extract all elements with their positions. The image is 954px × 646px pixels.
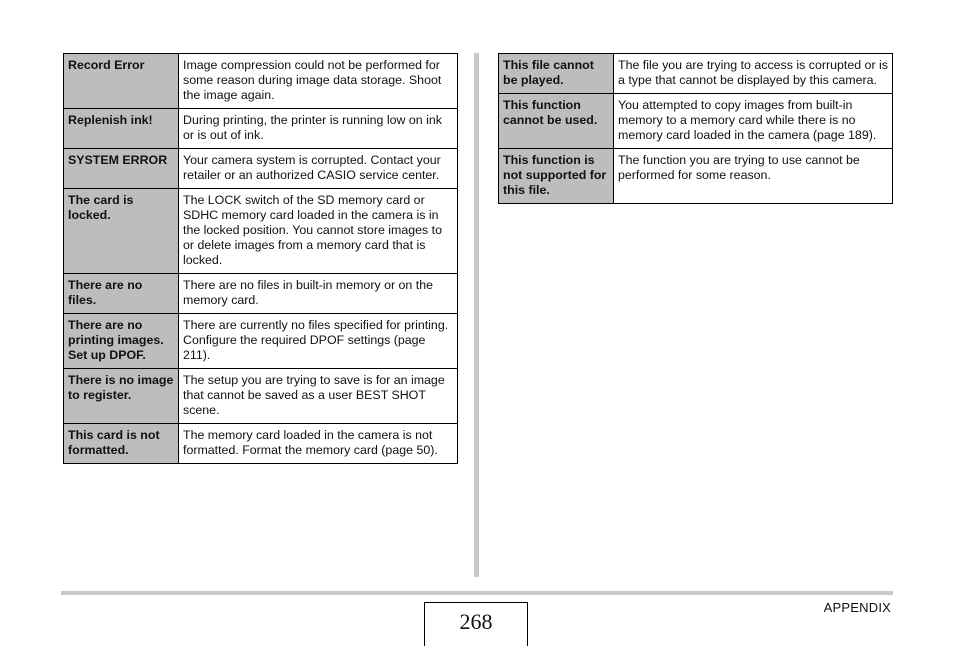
table-row xyxy=(499,54,893,94)
message-term: SYSTEM ERROR xyxy=(64,149,179,189)
message-description: You attempted to copy images from built-in memory to a memory card while there is no memory card loaded in the camera (page 189). xyxy=(614,94,893,149)
message-description: There are no files in built-in memory or on the memory card. xyxy=(179,274,458,314)
table-row xyxy=(64,369,458,424)
right-message-table xyxy=(498,53,893,204)
footer-rule xyxy=(61,591,893,595)
message-term: There is no image to register. xyxy=(64,369,179,424)
column-divider xyxy=(474,53,479,577)
message-description: The memory card loaded in the camera is not formatted. Format the memory card (page 50). xyxy=(179,424,458,464)
table-row xyxy=(499,94,893,149)
message-term: There are no printing images. Set up DPOF. xyxy=(64,314,179,369)
section-label: APPENDIX xyxy=(823,600,891,615)
table-row xyxy=(64,424,458,464)
table-row xyxy=(64,274,458,314)
table-row xyxy=(64,189,458,274)
message-description: Image compression could not be performed for some reason during image data storage. Shoot the image again. xyxy=(179,54,458,109)
left-message-table xyxy=(63,53,458,464)
message-description: The file you are trying to access is corrupted or is a type that cannot be displayed by this camera. xyxy=(614,54,893,94)
message-term: Replenish ink! xyxy=(64,109,179,149)
message-term: This card is not formatted. xyxy=(64,424,179,464)
message-description: During printing, the printer is running low on ink or is out of ink. xyxy=(179,109,458,149)
message-description: The LOCK switch of the SD memory card or SDHC memory card loaded in the camera is in the locked position. You cannot store images to or delete images from a memory card that is locked. xyxy=(179,189,458,274)
message-term: This function cannot be used. xyxy=(499,94,614,149)
page-number: 268 xyxy=(424,602,528,646)
table-row xyxy=(64,149,458,189)
message-term: This file cannot be played. xyxy=(499,54,614,94)
table-row xyxy=(64,54,458,109)
message-description: The function you are trying to use cannot be performed for some reason. xyxy=(614,149,893,204)
table-row xyxy=(64,109,458,149)
message-term: The card is locked. xyxy=(64,189,179,274)
message-description: Your camera system is corrupted. Contact your retailer or an authorized CASIO service center. xyxy=(179,149,458,189)
message-description: The setup you are trying to save is for an image that cannot be saved as a user BEST SHOT scene. xyxy=(179,369,458,424)
message-term: Record Error xyxy=(64,54,179,109)
table-row xyxy=(64,314,458,369)
message-term: There are no files. xyxy=(64,274,179,314)
message-term: This function is not supported for this file. xyxy=(499,149,614,204)
table-row xyxy=(499,149,893,204)
message-description: There are currently no files specified for printing. Configure the required DPOF settings (page 211). xyxy=(179,314,458,369)
